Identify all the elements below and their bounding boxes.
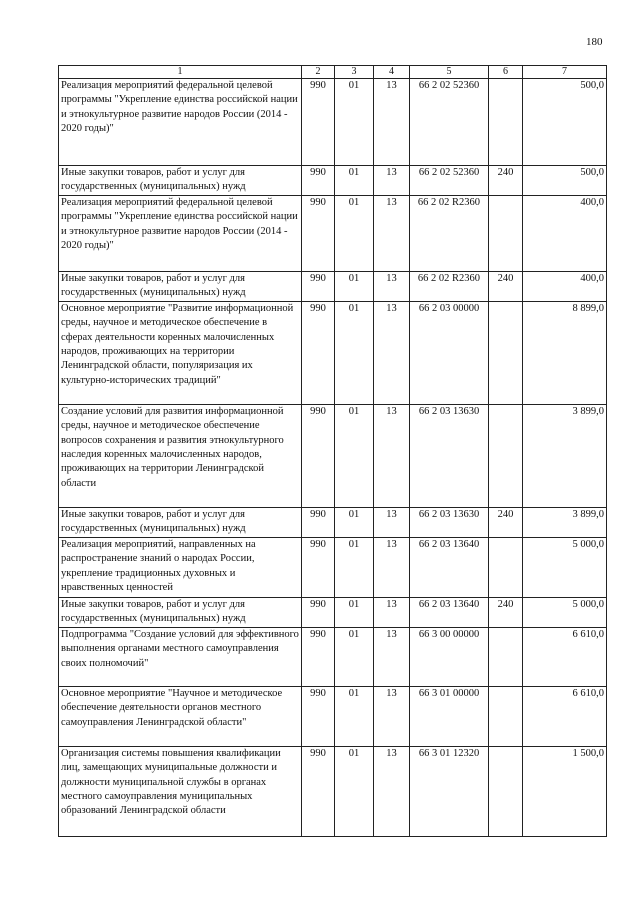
- header-cell: 5: [410, 66, 489, 79]
- header-cell: 1: [59, 66, 302, 79]
- row-target-article-cell: 66 2 03 00000: [410, 301, 489, 404]
- row-expense-type-cell: 240: [489, 597, 523, 627]
- row-section-cell: 01: [335, 507, 374, 537]
- table-row: [59, 195, 607, 271]
- row-code-cell: 990: [302, 271, 335, 301]
- table-row: [59, 627, 607, 686]
- row-expense-type-cell: 240: [489, 271, 523, 301]
- table-row: [59, 404, 607, 507]
- row-name-cell: Реализация мероприятий, направленных на распространение знаний о народах России, укрепление традиционных духовных и нравственных ценностей: [59, 537, 302, 597]
- table-row: [59, 746, 607, 836]
- row-target-article-cell: 66 3 01 00000: [410, 686, 489, 746]
- row-expense-type-cell: [489, 537, 523, 597]
- row-amount-cell: 8 899,0: [523, 301, 607, 404]
- table-row: [59, 166, 607, 196]
- row-target-article-cell: 66 3 00 00000: [410, 627, 489, 686]
- row-section-cell: 01: [335, 746, 374, 836]
- row-target-article-cell: 66 2 02 52360: [410, 166, 489, 196]
- row-section-cell: 01: [335, 404, 374, 507]
- header-cell: 4: [374, 66, 410, 79]
- row-name-cell: Реализация мероприятий федеральной целевой программы "Укрепление единства российской нации и этнокультурное развитие народов России (2014 - 2020 годы)": [59, 79, 302, 166]
- row-section-cell: 01: [335, 627, 374, 686]
- row-name-cell: Организация системы повышения квалификации лиц, замещающих муниципальные должности и должности муниципальной службы в органах местного самоуправления муниципальных образований Ленинградской области: [59, 746, 302, 836]
- row-subsection-cell: 13: [374, 79, 410, 166]
- row-subsection-cell: 13: [374, 537, 410, 597]
- row-section-cell: 01: [335, 537, 374, 597]
- row-section-cell: 01: [335, 79, 374, 166]
- row-target-article-cell: 66 2 03 13630: [410, 507, 489, 537]
- row-target-article-cell: 66 2 02 R2360: [410, 271, 489, 301]
- row-name-cell: Основное мероприятие "Научное и методическое обеспечение деятельности органов местного самоуправления Ленинградской области": [59, 686, 302, 746]
- row-section-cell: 01: [335, 301, 374, 404]
- row-section-cell: 01: [335, 686, 374, 746]
- row-name-cell: Иные закупки товаров, работ и услуг для государственных (муниципальных) нужд: [59, 166, 302, 196]
- row-subsection-cell: 13: [374, 195, 410, 271]
- row-subsection-cell: 13: [374, 507, 410, 537]
- row-code-cell: 990: [302, 507, 335, 537]
- row-expense-type-cell: [489, 686, 523, 746]
- table-row: [59, 686, 607, 746]
- row-target-article-cell: 66 3 01 12320: [410, 746, 489, 836]
- row-expense-type-cell: 240: [489, 507, 523, 537]
- header-cell: 3: [335, 66, 374, 79]
- row-section-cell: 01: [335, 195, 374, 271]
- budget-table: [58, 65, 607, 837]
- row-subsection-cell: 13: [374, 686, 410, 746]
- table-row: [59, 537, 607, 597]
- row-name-cell: Подпрограмма "Создание условий для эффективного выполнения органами местного самоуправления своих полномочий": [59, 627, 302, 686]
- row-code-cell: 990: [302, 166, 335, 196]
- row-target-article-cell: 66 2 03 13640: [410, 537, 489, 597]
- row-amount-cell: 3 899,0: [523, 404, 607, 507]
- page-number: 180: [586, 36, 603, 48]
- row-amount-cell: 5 000,0: [523, 597, 607, 627]
- row-subsection-cell: 13: [374, 271, 410, 301]
- row-code-cell: 990: [302, 404, 335, 507]
- row-expense-type-cell: [489, 301, 523, 404]
- row-name-cell: Иные закупки товаров, работ и услуг для государственных (муниципальных) нужд: [59, 271, 302, 301]
- row-amount-cell: 6 610,0: [523, 627, 607, 686]
- row-name-cell: Иные закупки товаров, работ и услуг для государственных (муниципальных) нужд: [59, 597, 302, 627]
- row-subsection-cell: 13: [374, 404, 410, 507]
- row-expense-type-cell: [489, 746, 523, 836]
- row-name-cell: Основное мероприятие "Развитие информационной среды, научное и методическое обеспечение в сферах деятельности коренных малочисленных народов, проживающих на территории Ленинградской области, популяризация их культурно-исторических традиций": [59, 301, 302, 404]
- header-cell: 6: [489, 66, 523, 79]
- row-subsection-cell: 13: [374, 746, 410, 836]
- row-expense-type-cell: [489, 627, 523, 686]
- table-row: [59, 79, 607, 166]
- row-code-cell: 990: [302, 746, 335, 836]
- row-expense-type-cell: [489, 195, 523, 271]
- row-amount-cell: 500,0: [523, 79, 607, 166]
- row-code-cell: 990: [302, 597, 335, 627]
- row-code-cell: 990: [302, 686, 335, 746]
- row-subsection-cell: 13: [374, 166, 410, 196]
- row-expense-type-cell: [489, 404, 523, 507]
- row-code-cell: 990: [302, 301, 335, 404]
- table-row: [59, 271, 607, 301]
- row-expense-type-cell: [489, 79, 523, 166]
- row-name-cell: Реализация мероприятий федеральной целевой программы "Укрепление единства российской нации и этнокультурное развитие народов России (2014 - 2020 годы)": [59, 195, 302, 271]
- row-amount-cell: 400,0: [523, 195, 607, 271]
- row-code-cell: 990: [302, 627, 335, 686]
- table-row: [59, 301, 607, 404]
- row-amount-cell: 5 000,0: [523, 537, 607, 597]
- table-row: [59, 507, 607, 537]
- row-name-cell: Создание условий для развития информационной среды, научное и методическое обеспечение вопросов сохранения и развития этнокультурного наследия коренных малочисленных народов, проживающих на территории Ленинградской области: [59, 404, 302, 507]
- row-subsection-cell: 13: [374, 627, 410, 686]
- row-amount-cell: 3 899,0: [523, 507, 607, 537]
- row-subsection-cell: 13: [374, 301, 410, 404]
- row-code-cell: 990: [302, 537, 335, 597]
- table-row: [59, 597, 607, 627]
- row-subsection-cell: 13: [374, 597, 410, 627]
- header-cell: 2: [302, 66, 335, 79]
- header-cell: 7: [523, 66, 607, 79]
- row-amount-cell: 6 610,0: [523, 686, 607, 746]
- row-section-cell: 01: [335, 271, 374, 301]
- row-expense-type-cell: 240: [489, 166, 523, 196]
- row-name-cell: Иные закупки товаров, работ и услуг для государственных (муниципальных) нужд: [59, 507, 302, 537]
- row-section-cell: 01: [335, 166, 374, 196]
- row-code-cell: 990: [302, 195, 335, 271]
- row-target-article-cell: 66 2 03 13630: [410, 404, 489, 507]
- row-target-article-cell: 66 2 02 R2360: [410, 195, 489, 271]
- row-amount-cell: 500,0: [523, 166, 607, 196]
- row-target-article-cell: 66 2 03 13640: [410, 597, 489, 627]
- row-section-cell: 01: [335, 597, 374, 627]
- row-amount-cell: 1 500,0: [523, 746, 607, 836]
- row-amount-cell: 400,0: [523, 271, 607, 301]
- table-header-row: [59, 66, 607, 79]
- row-target-article-cell: 66 2 02 52360: [410, 79, 489, 166]
- row-code-cell: 990: [302, 79, 335, 166]
